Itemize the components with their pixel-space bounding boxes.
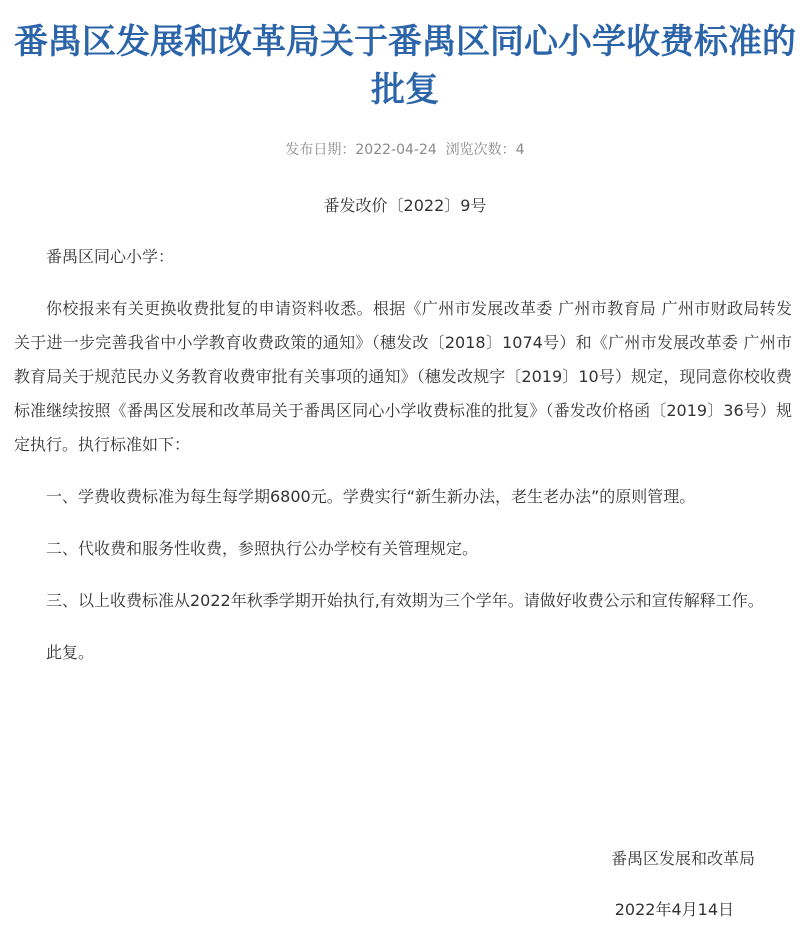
closing: 此复。 [46, 643, 95, 662]
views-label: 浏览次数： [445, 142, 516, 158]
document-body [14, 240, 792, 688]
body-paragraph: 你校报来有关更换收费批复的申请资料收悉。根据《广州市发展改革委 广州市教育局 广州市财政局转发关于进一步完善我省中小学教育收费政策的通知》（穗发改〔2018〕1074号）和《广州市发展改革委 广州市教育局关于规范民办义务教育收费审批有关事项的通知》（穗发改规字〔2019〕10号）规定，现同意你校收费标准继续按照《番禺区发展和改革局关于番禺区同心小学收费标准的批复》（番发改价格函〔2019〕36号）规定执行。执行标准如下： [14, 299, 792, 454]
signature-org: 番禺区发展和改革局 [610, 849, 755, 868]
publish-date: 2022-04-24 [355, 142, 437, 158]
salutation: 番禺区同心小学： [46, 247, 175, 266]
signature-date: 2022年4月14日 [614, 900, 734, 919]
body-paragraph: 三、以上收费标准从2022年秋季学期开始执行,有效期为三个学年。请做好收费公示和宣传解释工作。 [46, 591, 764, 610]
publish-date-label: 发布日期： [285, 142, 356, 158]
body-paragraph: 二、代收费和服务性收费，参照执行公办学校有关管理规定。 [46, 539, 479, 558]
page-title: 番禺区发展和改革局关于番禺区同心小学收费标准的批复 [14, 22, 796, 110]
document-number: 番发改价〔2022〕9号 [323, 196, 487, 215]
views-count: 4 [515, 142, 525, 158]
meta-info [0, 140, 810, 160]
body-paragraph: 一、学费收费标准为每生每学期6800元。学费实行“新生新办法，老生老办法”的原则管理。 [46, 487, 696, 506]
